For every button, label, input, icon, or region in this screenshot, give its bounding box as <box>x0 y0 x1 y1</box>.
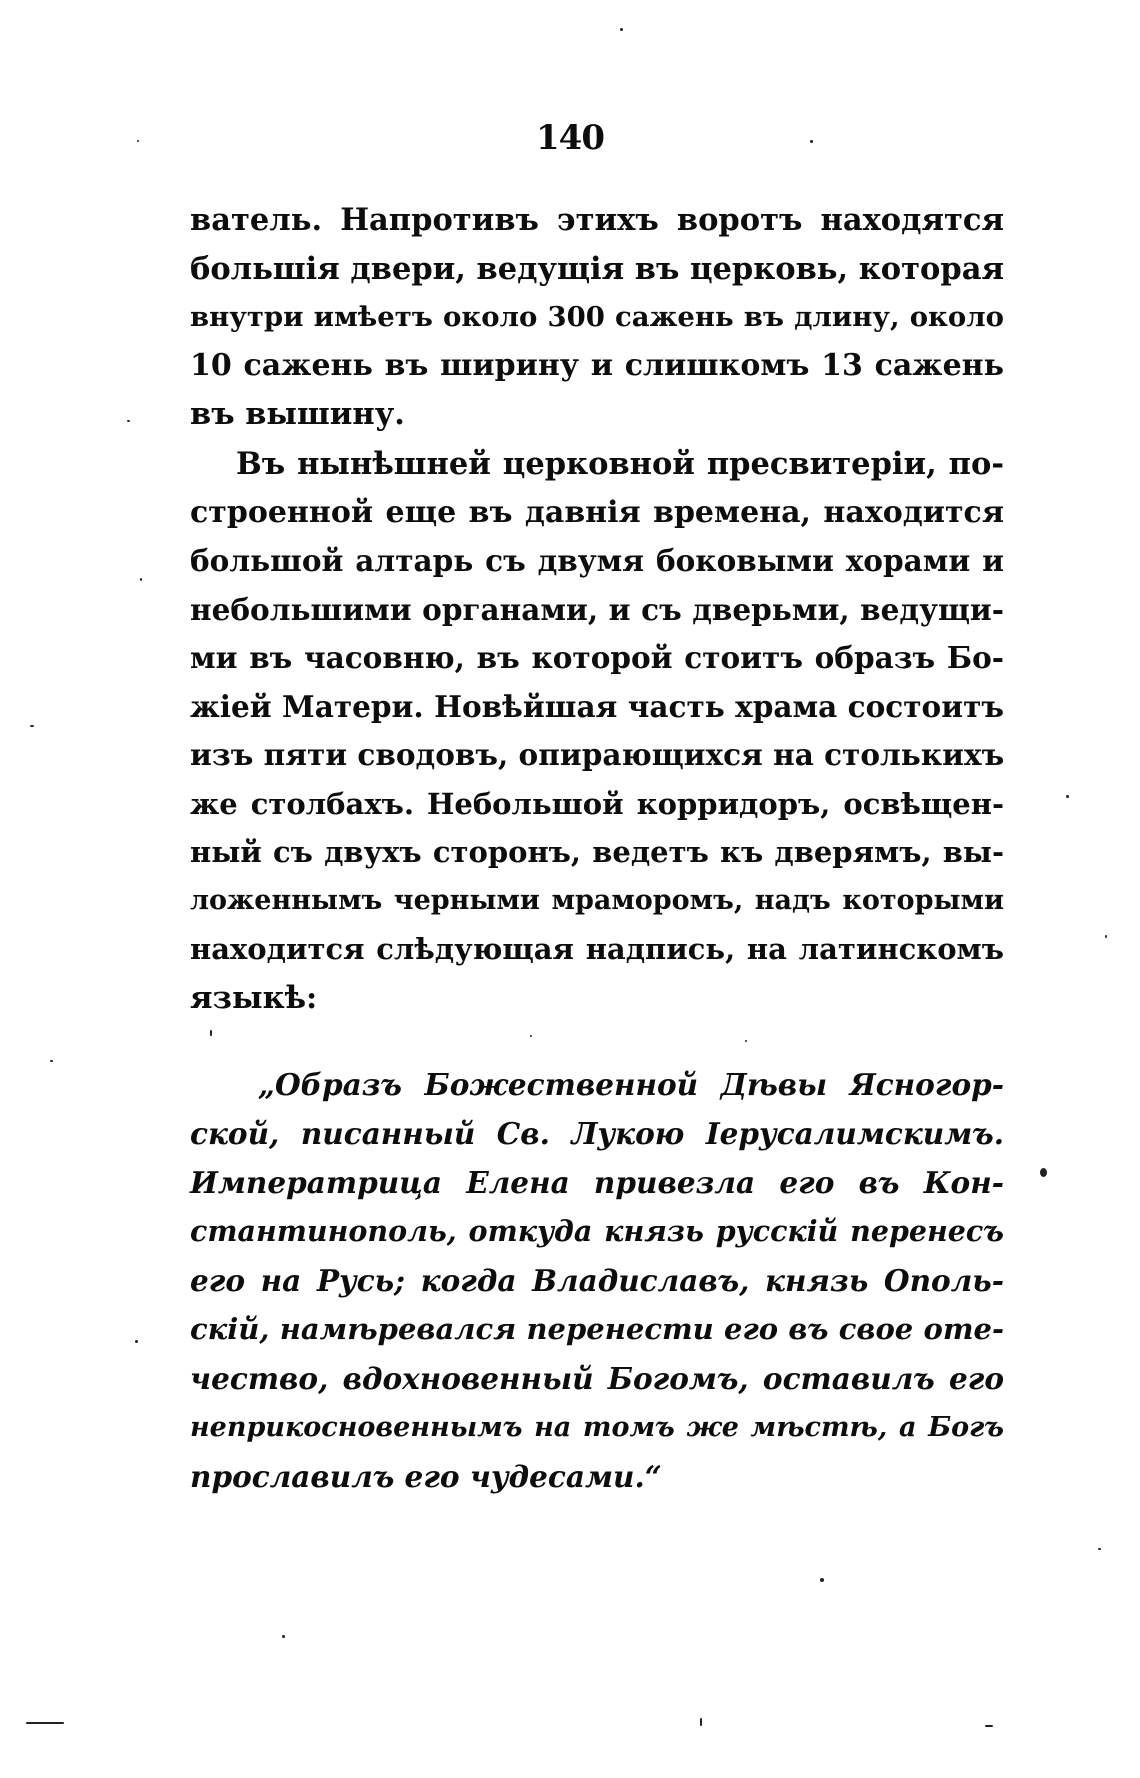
latin-inscription-translation <box>190 1060 1004 1501</box>
quote-line: неприкосновеннымъ на томъ же мѣстѣ, а Богъ <box>190 1412 1004 1443</box>
text-line: строенной еще въ давнія времена, находится <box>190 494 1004 530</box>
scan-speck <box>282 1635 285 1638</box>
paragraph-2 <box>190 440 1004 1022</box>
text-line: въ вышину. <box>190 396 405 432</box>
scan-speck <box>135 1340 138 1343</box>
quote-line: „Образъ Божественной Дѣвы Ясногор- <box>258 1067 1004 1102</box>
scan-speck <box>820 1578 824 1582</box>
text-line: ложеннымъ черными мраморомъ, надъ которыми <box>190 884 1004 916</box>
scan-speck <box>1066 795 1069 798</box>
scan-speck <box>26 1722 64 1724</box>
quote-line: прославилъ его чудесами.“ <box>190 1459 662 1494</box>
scan-speck <box>140 578 142 581</box>
text-line: же столбахъ. Небольшой корридоръ, освѣщен- <box>190 786 1004 821</box>
scan-speck <box>985 1725 993 1727</box>
text-line: изъ пяти сводовъ, опирающихся на столькихъ <box>190 737 1005 772</box>
paragraph-1 <box>190 196 1004 439</box>
scan-speck <box>1040 1168 1047 1177</box>
scan-speck <box>620 28 623 31</box>
scan-speck <box>1105 935 1107 938</box>
text-line: 10 сажень въ ширину и слишкомъ 13 сажень <box>190 347 1004 383</box>
scan-speck <box>1098 1548 1101 1550</box>
quote-line: его на Русь; когда Владиславъ, князь Ополь- <box>190 1263 1004 1298</box>
page-number: 140 <box>536 118 604 158</box>
quote-line: Императрица Елена привезла его въ Кон- <box>190 1165 1004 1200</box>
text-line: языкѣ: <box>190 979 318 1016</box>
scan-speck <box>530 1035 532 1037</box>
text-line: внутри имѣетъ около 300 сажень въ длину, около <box>190 301 1004 333</box>
text-line: ми въ часовню, въ которой стоитъ образъ Бо- <box>190 640 1004 675</box>
text-line: жіей Матери. Новѣйшая часть храма состоитъ <box>190 688 1004 724</box>
text-line: Въ нынѣшней церковной пресвитеріи, по- <box>236 446 1004 482</box>
quote-line: скій, намѣревался перенести его въ свое оте- <box>190 1312 1004 1346</box>
scan-speck <box>210 1030 212 1036</box>
scan-speck <box>810 140 813 143</box>
text-line: ный съ двухъ сторонъ, ведетъ къ дверямъ, вы- <box>190 835 1004 869</box>
scan-speck <box>127 420 130 422</box>
scan-speck <box>137 140 139 142</box>
text-line: небольшими органами, и съ дверьми, ведущи- <box>190 591 1004 627</box>
text-line: находится слѣдующая надпись, на латинскомъ <box>190 932 1004 966</box>
scan-speck <box>50 1060 53 1062</box>
text-line: большія двери, ведущія въ церковь, которая <box>190 250 1004 287</box>
scan-speck <box>700 1718 702 1726</box>
scan-speck <box>30 725 34 727</box>
quote-line: стантинополь, откуда князь русскій перенесъ <box>190 1214 1004 1248</box>
quote-line: ской, писанный Св. Лукою Іерусалимскимъ. <box>190 1116 1004 1151</box>
scan-speck <box>745 1040 747 1042</box>
text-line: большой алтарь съ двумя боковыми хорами и <box>190 543 1004 578</box>
text-line: ватель. Напротивъ этихъ воротъ находятся <box>190 202 1004 238</box>
quote-line: чество, вдохновенный Богомъ, оставилъ его <box>190 1361 1004 1396</box>
